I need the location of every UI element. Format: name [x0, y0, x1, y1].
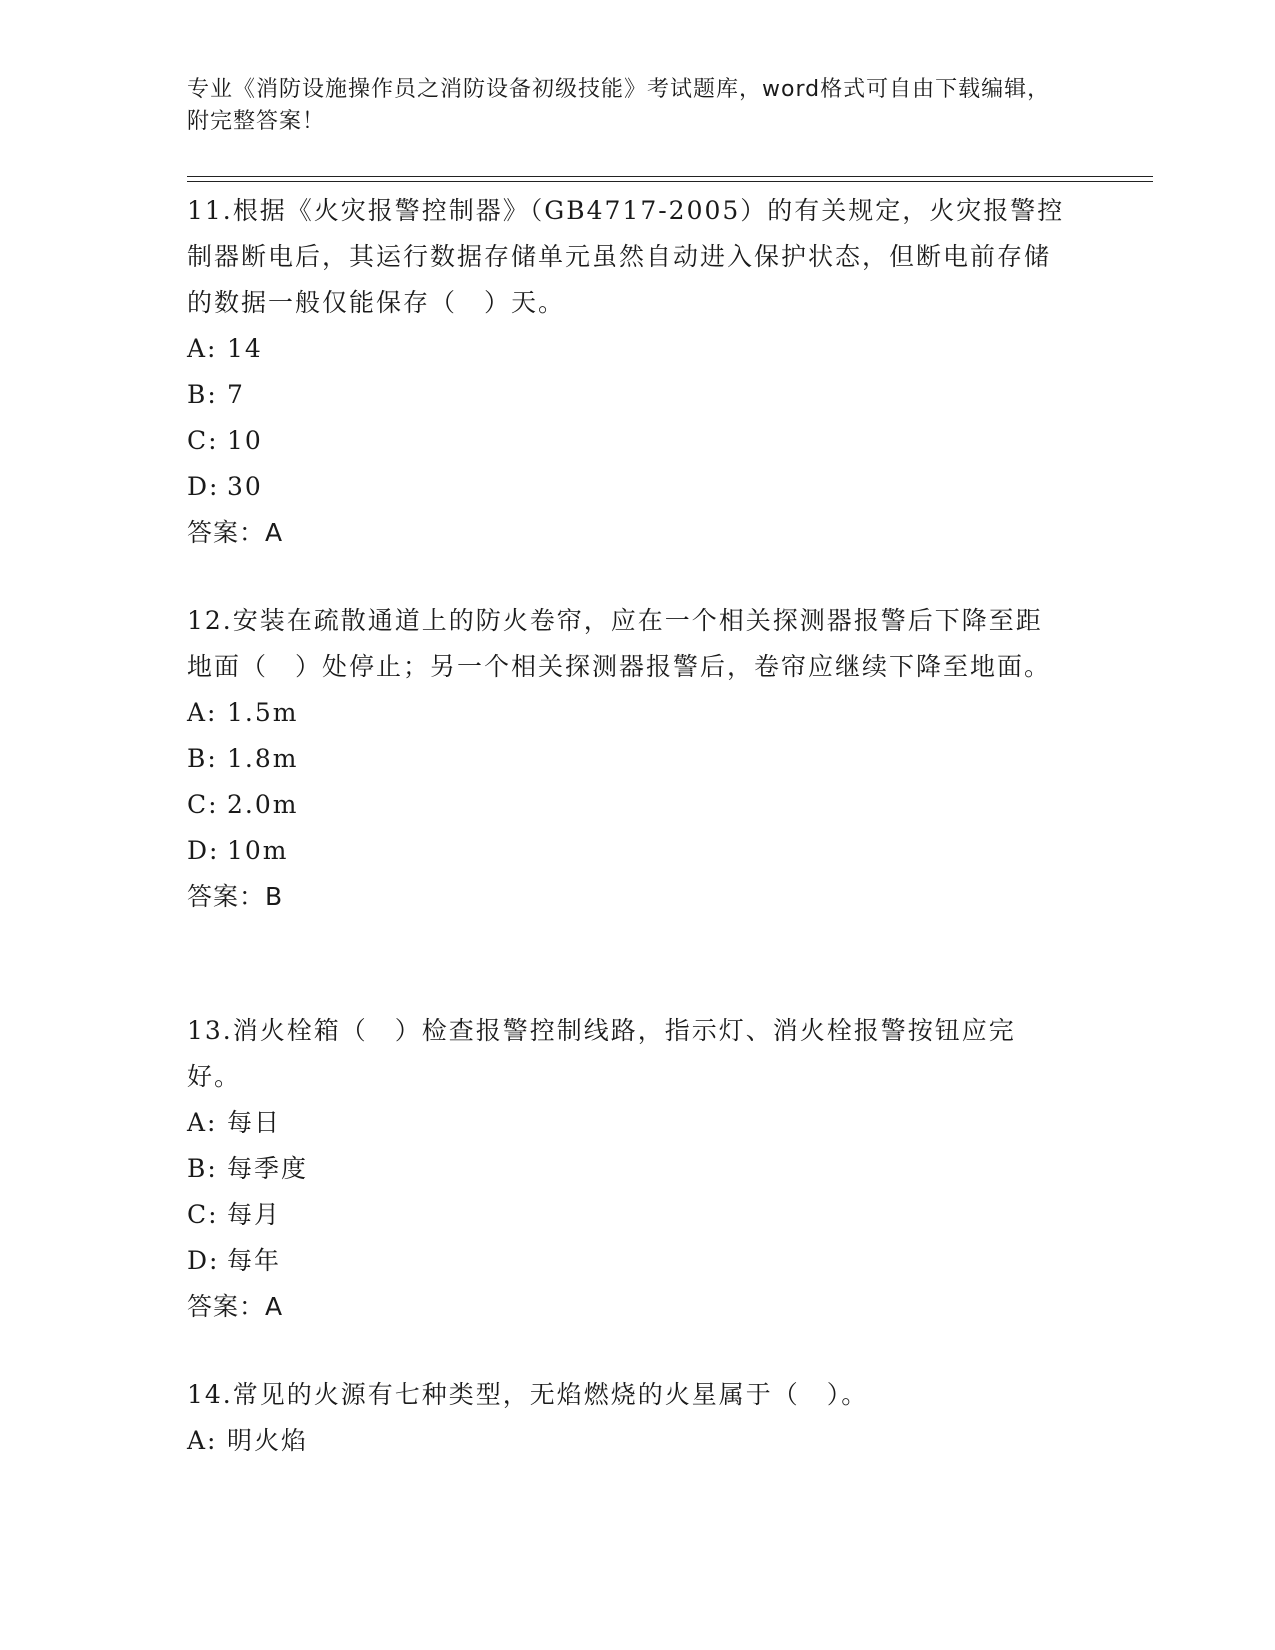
option-d	[187, 828, 1067, 874]
option-letter: C:	[187, 1200, 219, 1229]
option-letter: D:	[187, 836, 220, 865]
option-letter: A:	[187, 1108, 218, 1137]
option-letter: D:	[187, 1246, 220, 1275]
option-d	[187, 464, 1067, 510]
option-letter: A:	[187, 698, 218, 727]
question-12	[187, 598, 1067, 920]
option-letter: B:	[187, 380, 218, 409]
header-divider-top	[187, 176, 1153, 177]
question-14	[187, 1372, 1067, 1464]
option-a	[187, 326, 1067, 372]
option-letter: C:	[187, 790, 219, 819]
option-b	[187, 736, 1067, 782]
option-text: 30	[227, 472, 263, 501]
answer-line: 答案：B	[187, 882, 284, 911]
option-b	[187, 372, 1067, 418]
question-11	[187, 188, 1067, 556]
option-text: 1.5m	[227, 698, 299, 727]
option-a	[187, 690, 1067, 736]
document-intro: 专业《消防设施操作员之消防设备初级技能》考试题库，word格式可自由下载编辑，附完整答案！	[187, 77, 1051, 134]
option-text: 每季度	[227, 1154, 309, 1183]
option-text: 每月	[227, 1200, 282, 1229]
option-text: 每日	[227, 1108, 282, 1137]
question-text: 11.根据《火灾报警控制器》（GB4717-2005）的有关规定，火灾报警控制器断电后，其运行数据存储单元虽然自动进入保护状态，但断电前存储的数据一般仅能保存（ ）天。	[187, 196, 1065, 317]
question-13	[187, 1008, 1067, 1330]
header-divider-bottom	[187, 181, 1153, 182]
option-letter: A:	[187, 334, 218, 363]
option-b	[187, 1146, 1067, 1192]
question-text: 13.消火栓箱（ ）检查报警控制线路，指示灯、消火栓报警按钮应完好。	[187, 1016, 1016, 1091]
option-letter: B:	[187, 1154, 218, 1183]
option-text: 1.8m	[227, 744, 299, 773]
option-text: 10m	[227, 836, 289, 865]
option-letter: D:	[187, 472, 220, 501]
option-text: 2.0m	[227, 790, 299, 819]
option-c	[187, 782, 1067, 828]
option-text: 14	[227, 334, 263, 363]
option-d	[187, 1238, 1067, 1284]
question-text: 14.常见的火源有七种类型，无焰燃烧的火星属于（ ）。	[187, 1380, 869, 1409]
option-letter: C:	[187, 426, 219, 455]
option-c	[187, 1192, 1067, 1238]
question-text: 12.安装在疏散通道上的防火卷帘，应在一个相关探测器报警后下降至距地面（ ）处停止；另一个相关探测器报警后，卷帘应继续下降至地面。	[187, 606, 1052, 681]
option-text: 明火焰	[227, 1426, 309, 1455]
option-a	[187, 1100, 1067, 1146]
answer-line: 答案：A	[187, 518, 284, 547]
answer-line: 答案：A	[187, 1292, 284, 1321]
option-letter: B:	[187, 744, 218, 773]
option-a	[187, 1418, 1067, 1464]
option-text: 每年	[227, 1246, 282, 1275]
option-text: 7	[227, 380, 245, 409]
option-text: 10	[227, 426, 263, 455]
option-letter: A:	[187, 1426, 218, 1455]
option-c	[187, 418, 1067, 464]
